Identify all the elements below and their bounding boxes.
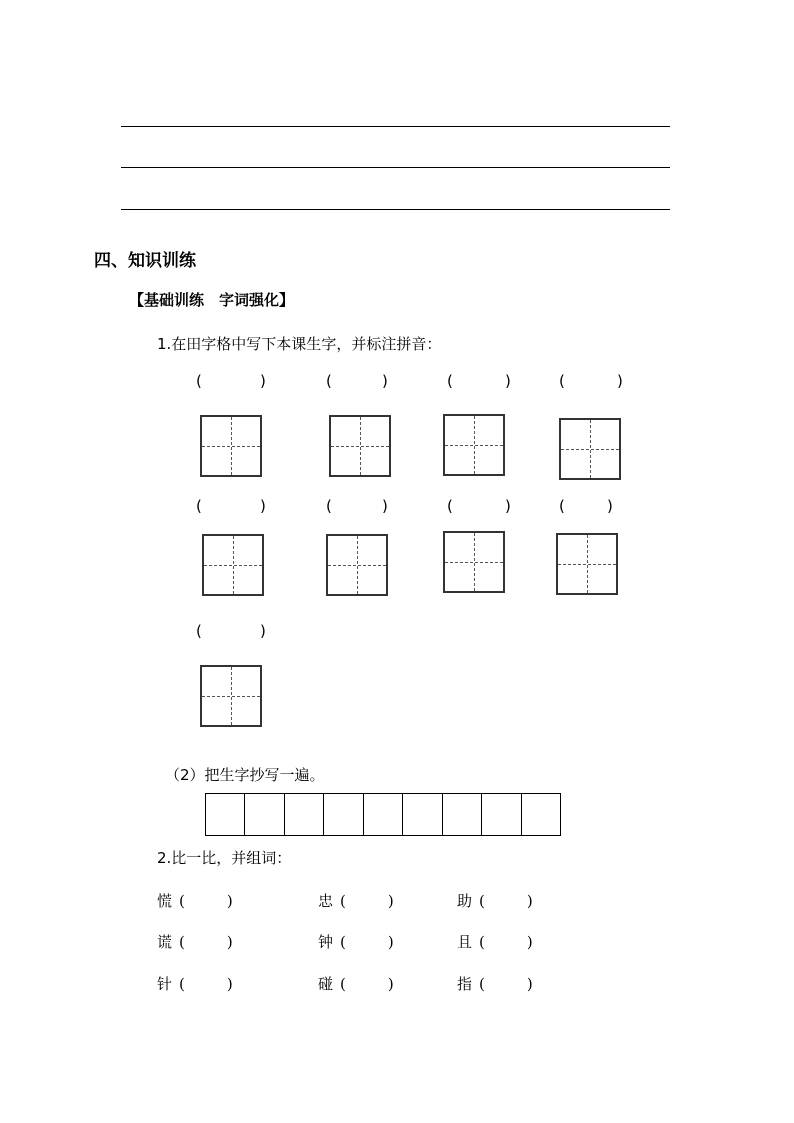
compare-char: 且 [457,933,473,951]
writing-line-3 [121,209,670,210]
paren-open: ( [340,933,346,951]
paren-close: ) [617,372,623,390]
paren-close: ) [526,975,533,993]
paren-open: ( [179,892,185,910]
tianzige-box[interactable] [443,414,505,476]
paren-close: ) [526,892,533,910]
tianzige-box[interactable] [200,415,262,477]
paren-open: ( [479,975,485,993]
tianzige-box[interactable] [559,418,621,480]
paren-close: ) [526,933,533,951]
paren-open: ( [326,497,332,515]
paren-close: ) [260,622,266,640]
word-compare-item[interactable] [157,890,233,911]
paren-open: ( [559,497,565,515]
tianzige-box[interactable] [202,534,264,596]
paren-close: ) [382,372,388,390]
copy-cell[interactable] [285,794,324,835]
word-compare-item[interactable] [318,931,394,952]
paren-close: ) [382,497,388,515]
paren-close: ) [260,497,266,515]
compare-char: 助 [457,892,473,910]
writing-line-2 [121,167,670,168]
paren-open: ( [179,975,185,993]
paren-close: ) [607,497,613,515]
copy-cell[interactable] [324,794,363,835]
word-compare-item[interactable] [318,973,394,994]
paren-close: ) [505,372,511,390]
paren-close: ) [387,933,394,951]
paren-close: ) [226,892,233,910]
copy-cell[interactable] [403,794,442,835]
question-1-part-2: （2）把生字抄写一遍。 [165,766,325,784]
copy-cell[interactable] [364,794,403,835]
section-heading: 四、知识训练 [94,251,196,271]
paren-open: ( [326,372,332,390]
writing-line-1 [121,126,670,127]
word-compare-item[interactable] [457,973,533,994]
paren-open: ( [196,497,202,515]
paren-close: ) [260,372,266,390]
section-subheading: 【基础训练 字词强化】 [129,291,295,309]
compare-char: 针 [157,975,173,993]
copy-cell[interactable] [443,794,482,835]
paren-open: ( [447,497,453,515]
compare-char: 指 [457,975,473,993]
paren-open: ( [340,892,346,910]
tianzige-box[interactable] [443,531,505,593]
tianzige-box[interactable] [329,415,391,477]
paren-close: ) [505,497,511,515]
compare-char: 谎 [157,933,173,951]
paren-close: ) [387,892,394,910]
question-1-instruction: 1.在田字格中写下本课生字，并标注拼音： [157,335,442,353]
word-compare-item[interactable] [157,973,233,994]
word-compare-item[interactable] [457,890,533,911]
copy-cell[interactable] [206,794,245,835]
word-compare-item[interactable] [157,931,233,952]
paren-close: ) [226,933,233,951]
word-compare-item[interactable] [318,890,394,911]
compare-char: 慌 [157,892,173,910]
copy-grid[interactable] [205,793,561,836]
paren-close: ) [387,975,394,993]
copy-cell[interactable] [522,794,560,835]
compare-char: 碰 [318,975,334,993]
question-2-instruction: 2.比一比，并组词： [157,849,292,867]
copy-cell[interactable] [245,794,284,835]
paren-open: ( [447,372,453,390]
copy-cell[interactable] [482,794,521,835]
tianzige-box[interactable] [326,534,388,596]
paren-open: ( [340,975,346,993]
paren-close: ) [226,975,233,993]
word-compare-item[interactable] [457,931,533,952]
tianzige-box[interactable] [200,665,262,727]
paren-open: ( [559,372,565,390]
compare-char: 钟 [318,933,334,951]
paren-open: ( [479,892,485,910]
paren-open: ( [179,933,185,951]
paren-open: ( [196,622,202,640]
tianzige-box[interactable] [556,533,618,595]
compare-char: 忠 [318,892,334,910]
paren-open: ( [479,933,485,951]
paren-open: ( [196,372,202,390]
